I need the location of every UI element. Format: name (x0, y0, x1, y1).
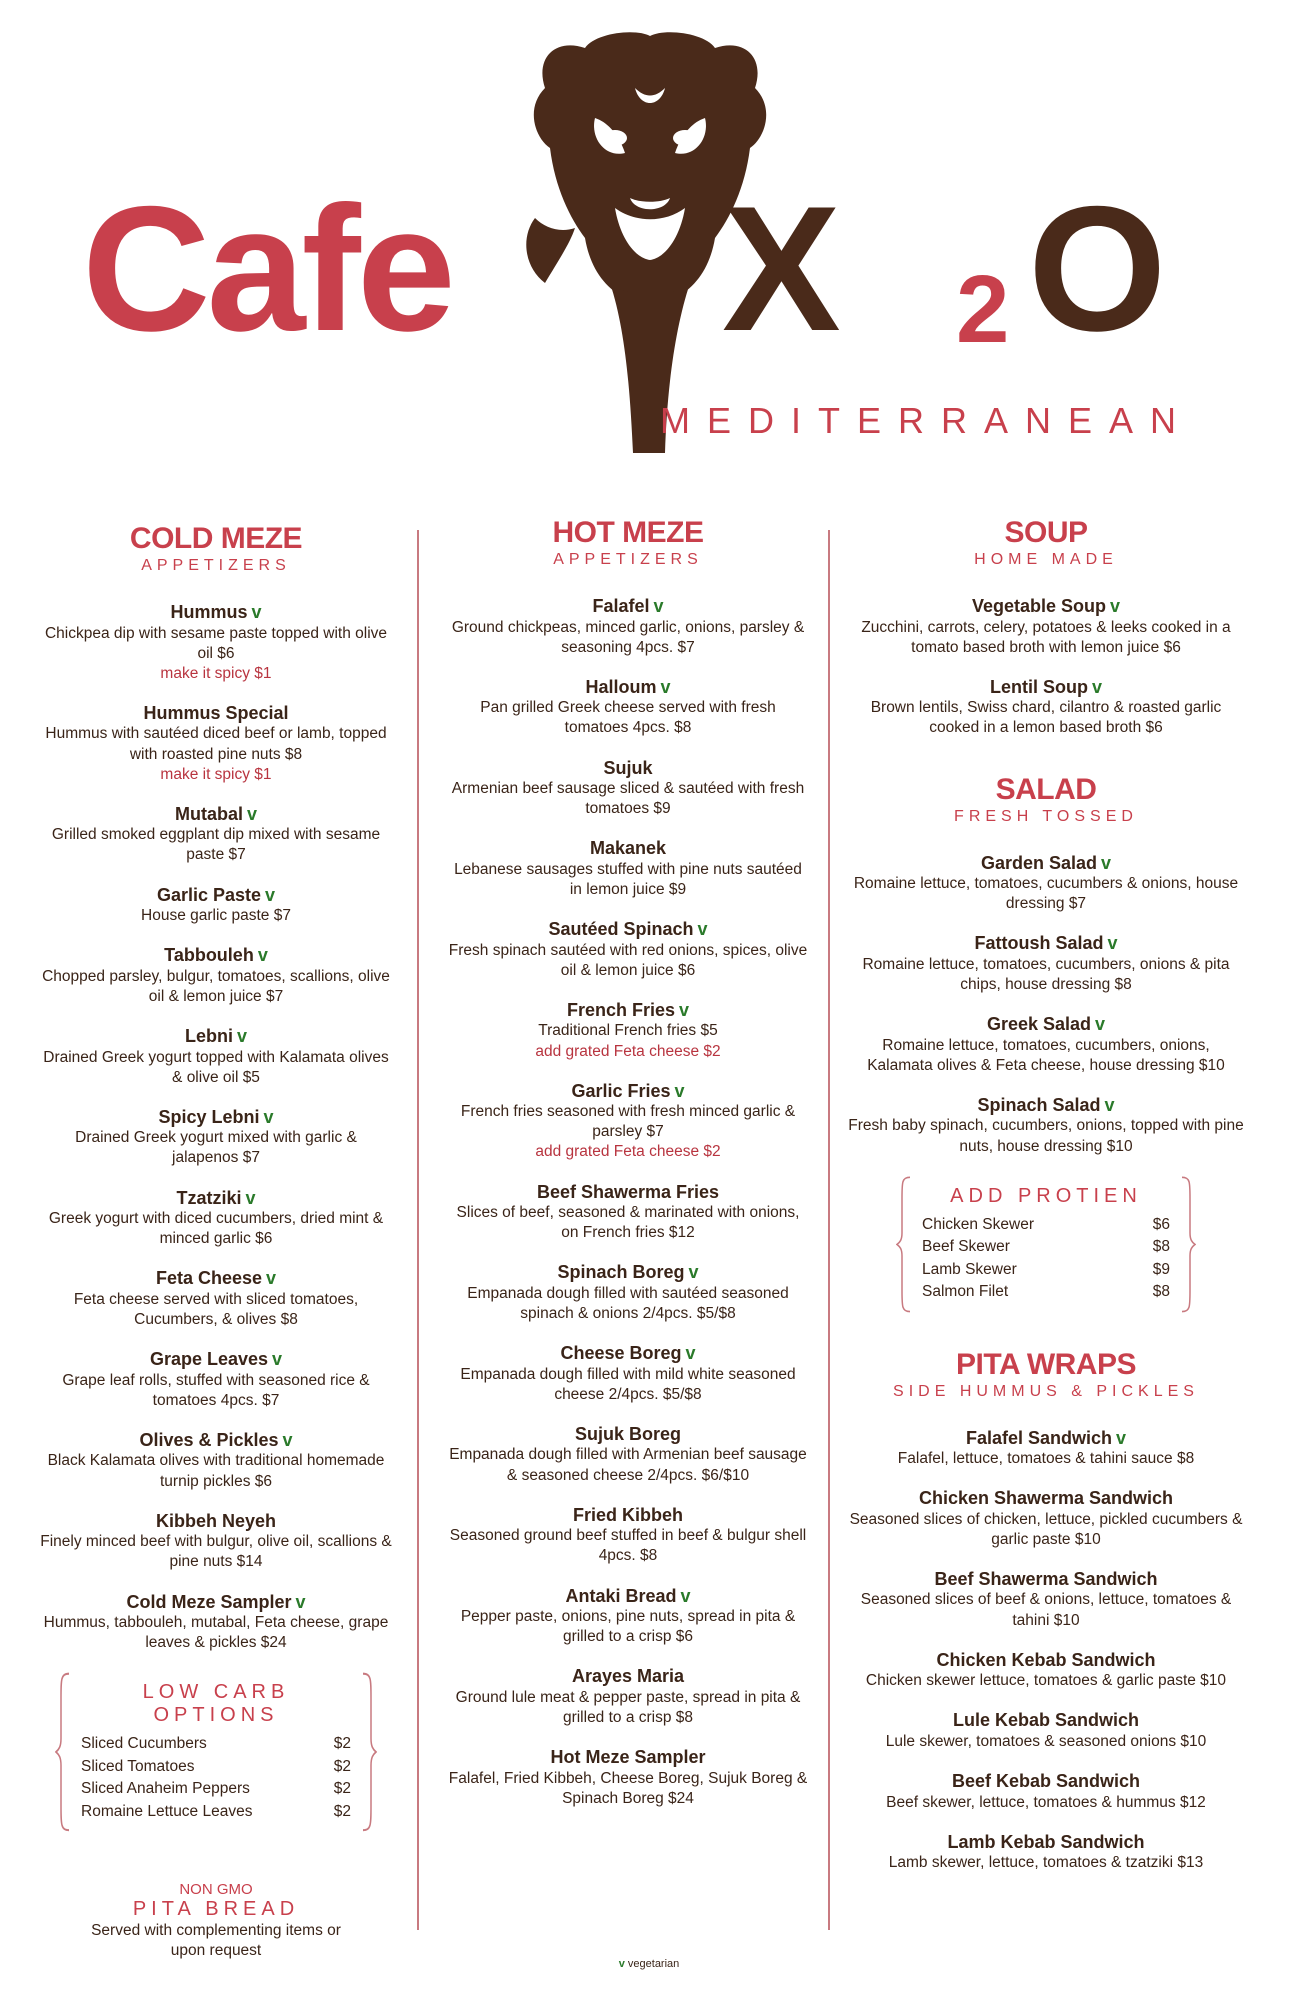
menu-item-title: Tabbouleh (164, 945, 254, 966)
vegetarian-mark: v (282, 1429, 293, 1450)
option-price: $2 (333, 1757, 351, 1775)
menu-item-title: Olives & Pickles (139, 1429, 279, 1450)
vegetarian-mark: v (685, 1343, 696, 1364)
vegetarian-mark: v (1101, 852, 1112, 873)
menu-item-title: Spicy Lebni (158, 1106, 260, 1127)
menu-item-description: Empanada dough filled with mild white seasoned cheese 2/4pcs. $5/$8 (460, 1365, 796, 1403)
option-price: $2 (333, 1735, 351, 1753)
menu-item-title: Feta Cheese (155, 1268, 263, 1289)
menu-item-name (848, 1831, 1244, 1854)
menu-item (448, 595, 808, 658)
menu-item-description: Empanada dough filled with Armenian beef sausage & seasoned cheese 2/4pcs. $6/$10 (449, 1446, 807, 1484)
menu-item-name (448, 757, 808, 780)
option-row (81, 1801, 351, 1823)
vegetarian-mark: v (263, 1106, 274, 1127)
menu-item-description: Romaine lettuce, tomatoes, cucumbers, onions & pita chips, house dressing $8 (862, 955, 1230, 993)
salad-header (848, 773, 1244, 826)
menu-item-name (40, 1510, 392, 1533)
menu-item-description: Lule skewer, tomatoes & seasoned onions $10 (885, 1732, 1207, 1750)
menu-item-description: Brown lentils, Swiss chard, cilantro & roasted garlic cooked in a lemon based broth $6 (870, 699, 1222, 737)
menu-item-name (848, 1013, 1244, 1036)
menu-item-addon-note: make it spicy $1 (160, 664, 272, 682)
menu-item-title: Vegetable Soup (971, 596, 1107, 616)
menu-item (448, 1423, 808, 1486)
menu-item (448, 1342, 808, 1405)
menu-item (448, 1746, 808, 1809)
menu-item-title: French Fries (566, 999, 676, 1020)
menu-item-name (448, 1181, 808, 1204)
vegetarian-mark: v (618, 1958, 625, 1970)
column-right (848, 516, 1244, 1891)
menu-item-name (40, 1267, 392, 1290)
menu-item-name (448, 1342, 808, 1365)
option-label: Romaine Lettuce Leaves (81, 1802, 253, 1820)
vegetarian-mark: v (265, 884, 276, 905)
menu-item-title: Falafel Sandwich (965, 1427, 1113, 1448)
add-protein-list (922, 1214, 1170, 1304)
menu-item (40, 803, 392, 866)
menu-item-name (448, 918, 808, 941)
menu-item-title: Fattoush Salad (974, 933, 1104, 954)
menu-item-title: Garden Salad (980, 852, 1098, 873)
menu-item-name (40, 1106, 392, 1129)
section-title: SALAD (995, 772, 1097, 806)
menu-item (848, 1427, 1244, 1470)
menu-item-title: Beef Shawerma Fries (536, 1181, 720, 1202)
menu-item-description: Fresh baby spinach, cucumbers, onions, topped with pine nuts, house dressing $10 (848, 1117, 1244, 1155)
menu-item-name (848, 932, 1244, 955)
menu-item-title: Beef Kebab Sandwich (951, 1771, 1141, 1792)
menu-item (448, 1585, 808, 1648)
menu-item-title: Garlic Fries (571, 1080, 671, 1101)
menu-item (40, 944, 392, 1007)
vegetarian-mark: v (660, 676, 671, 697)
menu-item (448, 1665, 808, 1728)
menu-item-name (40, 1025, 392, 1048)
menu-item-name (448, 837, 808, 860)
menu-item-name (848, 852, 1244, 875)
option-label: Sliced Tomatoes (81, 1757, 195, 1775)
low-carb-title: LOW CARB OPTIONS (142, 1681, 290, 1727)
menu-item-title: Lamb Kebab Sandwich (947, 1831, 1145, 1852)
vegetarian-mark: v (680, 1585, 691, 1606)
add-protein-title: ADD PROTIEN (950, 1184, 1142, 1207)
menu-item (40, 702, 392, 785)
menu-item-name (448, 676, 808, 699)
menu-item-title: Lebni (184, 1026, 233, 1047)
vegetarian-mark: v (236, 1026, 247, 1047)
menu-item (848, 595, 1244, 658)
menu-item-title: Arayes Maria (571, 1666, 685, 1687)
menu-item-description: Chickpea dip with sesame paste topped with olive oil $6 (44, 624, 388, 662)
menu-item-title: Hummus Special (143, 702, 289, 723)
pita-bread (40, 1881, 392, 1961)
menu-item-name (40, 1187, 392, 1210)
menu-item-description: Grape leaf rolls, stuffed with seasoned rice & tomatoes 4pcs. $7 (62, 1371, 370, 1409)
menu-item-title: Spinach Boreg (557, 1262, 685, 1283)
option-label: Sliced Anaheim Peppers (81, 1780, 250, 1798)
vegetarian-mark: v (1091, 676, 1102, 697)
menu-item-name (40, 1591, 392, 1614)
hot-meze-list (448, 595, 808, 1809)
menu-item-name (40, 803, 392, 826)
low-carb-list (81, 1733, 351, 1823)
menu-item (848, 852, 1244, 915)
vegetarian-mark: v (251, 602, 262, 622)
option-label: Lamb Skewer (922, 1260, 1017, 1278)
pita-bread-desc: Served with complementing items or upon request (91, 1922, 341, 1960)
section-title: SOUP (1004, 516, 1088, 549)
menu-item-addon-note: add grated Feta cheese $2 (535, 1143, 721, 1161)
menu-item-name (448, 1504, 808, 1527)
menu-item-title: Garlic Paste (156, 884, 262, 905)
menu-item-name (448, 1585, 808, 1608)
cold-meze-header (40, 522, 392, 575)
option-row (922, 1259, 1170, 1281)
menu-item-name (848, 1427, 1244, 1450)
pita-bread-pre: NON GMO (179, 1881, 253, 1899)
vegetarian-mark: v (1110, 596, 1121, 616)
option-row (922, 1236, 1170, 1258)
section-subtitle: FRESH TOSSED (954, 807, 1138, 825)
vegetarian-mark: v (295, 1591, 306, 1612)
right-brace-icon (361, 1671, 377, 1833)
footer-legend (0, 1958, 1294, 1970)
menu-item-name (40, 1348, 392, 1371)
header (0, 0, 1294, 480)
option-price: $9 (1152, 1260, 1170, 1278)
menu-item-name (40, 702, 392, 725)
menu-item-description: Lamb skewer, lettuce, tomatoes & tzatziki $13 (888, 1854, 1204, 1872)
menu-item-addon-note: add grated Feta cheese $2 (535, 1042, 721, 1060)
menu-item-title: Halloum (585, 676, 657, 697)
menu-item-name (448, 1423, 808, 1446)
menu-item-name (448, 999, 808, 1022)
menu-item-description: Seasoned slices of beef & onions, lettuce, tomatoes & tahini $10 (860, 1591, 1232, 1629)
section-subtitle: HOME MADE (974, 551, 1118, 568)
option-row (922, 1214, 1170, 1236)
menu-item (40, 1348, 392, 1411)
menu-item-description: Armenian beef sausage sliced & sautéed with fresh tomatoes $9 (451, 780, 805, 818)
menu-item-title: Falafel (592, 596, 650, 616)
soup-header (848, 516, 1244, 569)
menu-item (848, 1831, 1244, 1874)
menu-item-description: Traditional French fries $5 (538, 1022, 718, 1040)
menu-item-description: French fries seasoned with fresh minced garlic & parsley $7 (460, 1103, 796, 1141)
left-brace-icon (896, 1175, 912, 1314)
menu-item-title: Sautéed Spinach (548, 919, 694, 940)
menu-item (448, 676, 808, 739)
menu-item-description: Chopped parsley, bulgur, tomatoes, scallions, olive oil & lemon juice $7 (42, 967, 390, 1005)
menu-item (448, 918, 808, 981)
logo-x-text: X (722, 169, 841, 368)
menu-item (40, 1187, 392, 1250)
option-price: $2 (333, 1780, 351, 1798)
logo-2-text: 2 (956, 256, 1010, 363)
menu-item (448, 1261, 808, 1324)
menu-item-title: Grape Leaves (149, 1349, 269, 1370)
menu-item-description: Feta cheese served with sliced tomatoes, Cucumbers, & olives $8 (73, 1290, 359, 1329)
option-row (922, 1281, 1170, 1303)
menu-item-title: Greek Salad (986, 1014, 1092, 1035)
column-left (40, 522, 392, 1961)
add-protein-box (896, 1175, 1196, 1314)
vegetarian-mark: v (688, 1262, 699, 1283)
vegetarian-mark: v (653, 596, 664, 616)
menu-item (40, 1429, 392, 1492)
vegetarian-mark: v (674, 1080, 685, 1101)
menu-item (848, 1094, 1244, 1157)
menu-item-title: Spinach Salad (977, 1094, 1101, 1115)
menu-item-description: Grilled smoked eggplant dip mixed with sesame paste $7 (51, 826, 381, 864)
menu-item-description: Drained Greek yogurt mixed with garlic & jalapenos $7 (75, 1129, 357, 1167)
vegetarian-mark: v (679, 999, 690, 1020)
menu-item-title: Makanek (589, 838, 667, 859)
menu-item (848, 1709, 1244, 1752)
menu-item-description: Finely minced beef with bulgur, olive oil, scallions & pine nuts $14 (40, 1533, 392, 1571)
menu-item-name (448, 595, 808, 618)
menu-item (448, 1080, 808, 1163)
menu-item-description: Pan grilled Greek cheese served with fresh tomatoes 4pcs. $8 (480, 699, 776, 737)
right-brace-icon (1180, 1175, 1196, 1314)
section-subtitle: SIDE HUMMUS & PICKLES (893, 1382, 1199, 1400)
menu-item-title: Fried Kibbeh (572, 1504, 683, 1525)
menu-item (40, 1591, 392, 1654)
menu-item (448, 1504, 808, 1567)
menu-item-description: Seasoned slices of chicken, lettuce, pickled cucumbers & garlic paste $10 (849, 1510, 1243, 1548)
section-subtitle: APPETIZERS (141, 557, 291, 574)
menu-item (448, 757, 808, 820)
menu-item-title: Sujuk (603, 757, 653, 778)
menu-item-description: Ground chickpeas, minced garlic, onions, parsley & seasoning 4pcs. $7 (451, 618, 805, 656)
menu-item-title: Chicken Shawerma Sandwich (918, 1488, 1174, 1509)
menu-item-title: Cheese Boreg (560, 1343, 682, 1364)
salad-list (848, 852, 1244, 1157)
menu-item-title: Cold Meze Sampler (126, 1591, 292, 1612)
menu-item-name (848, 1487, 1244, 1510)
menu-item-title: Tzatziki (176, 1187, 242, 1208)
menu-item-description: Empanada dough filled with sautéed seasoned spinach & onions 2/4pcs. $5/$8 (467, 1284, 789, 1323)
option-row (81, 1756, 351, 1778)
menu-item (40, 1025, 392, 1088)
menu-item-description: Seasoned ground beef stuffed in beef & bulgur shell 4pcs. $8 (449, 1527, 807, 1565)
menu-item-addon-note: make it spicy $1 (160, 765, 272, 783)
menu-item (448, 837, 808, 900)
option-label: Sliced Cucumbers (81, 1735, 207, 1753)
option-label: Salmon Filet (922, 1283, 1009, 1301)
menu-item-name (448, 1746, 808, 1769)
menu-item (40, 1267, 392, 1330)
menu-item-description: Lebanese sausages stuffed with pine nuts sautéed in lemon juice $9 (454, 860, 802, 898)
menu-item-description: Greek yogurt with diced cucumbers, dried mint & minced garlic $6 (48, 1210, 384, 1248)
menu-item-name (848, 1709, 1244, 1732)
column-divider-left (417, 530, 419, 1930)
column-middle (448, 516, 808, 1827)
section-title: COLD MEZE (129, 522, 303, 555)
logo-cafe-text: Cafe (82, 169, 452, 368)
option-row (81, 1778, 351, 1800)
left-brace-icon (55, 1671, 71, 1833)
menu-item-title: Sujuk Boreg (574, 1423, 681, 1444)
menu-item-title: Antaki Bread (565, 1585, 677, 1606)
menu-item (40, 1106, 392, 1169)
logo-tagline: MEDITERRANEAN (660, 400, 1194, 441)
option-price: $6 (1152, 1215, 1170, 1233)
menu-item-name (848, 1568, 1244, 1591)
soup-list (848, 595, 1244, 739)
menu-item-description: Hummus with sautéed diced beef or lamb, topped with roasted pine nuts $8 (45, 725, 387, 763)
vegetarian-mark: v (697, 919, 708, 940)
pita-wraps-list (848, 1427, 1244, 1874)
menu-item-name (848, 1649, 1244, 1672)
menu-item (848, 1487, 1244, 1550)
section-subtitle: APPETIZERS (553, 551, 703, 568)
menu-item-description: Black Kalamata olives with traditional homemade turnip pickles $6 (47, 1452, 385, 1490)
vegetarian-mark: v (245, 1187, 256, 1208)
logo-o-text: O (1028, 169, 1167, 368)
option-price: $8 (1152, 1238, 1170, 1256)
low-carb-box (55, 1671, 377, 1833)
menu-item (448, 1181, 808, 1244)
menu-item-name (848, 676, 1244, 699)
menu-item (40, 1510, 392, 1573)
vegetarian-mark: v (1116, 1427, 1127, 1448)
menu-item-description: Falafel, Fried Kibbeh, Cheese Boreg, Sujuk Boreg & Spinach Boreg $24 (448, 1769, 808, 1807)
menu-item-title: Mutabal (174, 803, 243, 824)
menu-item (448, 999, 808, 1062)
menu-item (848, 1649, 1244, 1692)
menu-item-description: Ground lule meat & pepper paste, spread in pita & grilled to a crisp $8 (455, 1688, 801, 1726)
menu-item-description: Drained Greek yogurt topped with Kalamata olives & olive oil $5 (43, 1048, 389, 1086)
pita-bread-title: PITA BREAD (132, 1898, 300, 1921)
menu-item-title: Beef Shawerma Sandwich (934, 1568, 1158, 1589)
column-divider-right (828, 530, 830, 1930)
menu-item-description: Romaine lettuce, tomatoes, cucumbers, onions, Kalamata olives & Feta cheese, house dressing $10 (867, 1036, 1225, 1074)
menu-item-description: Zucchini, carrots, celery, potatoes & leeks cooked in a tomato based broth with lemon juice $6 (861, 618, 1231, 656)
vegetarian-mark: v (1104, 1094, 1115, 1115)
menu-item-description: Romaine lettuce, tomatoes, cucumbers & onions, house dressing $7 (853, 875, 1239, 913)
menu-item (40, 884, 392, 927)
menu-item-title: Lentil Soup (989, 676, 1088, 697)
menu-item-name (448, 1080, 808, 1103)
cold-meze-list (40, 601, 392, 1653)
menu-item-description: Fresh spinach sautéed with red onions, spices, olive oil & lemon juice $6 (448, 941, 808, 979)
option-label: Beef Skewer (922, 1238, 1010, 1256)
menu-item-name (848, 1094, 1244, 1117)
menu-item-description: Hummus, tabbouleh, mutabal, Feta cheese, grape leaves & pickles $24 (43, 1614, 389, 1652)
menu-item-name (40, 944, 392, 967)
menu-item-title: Lule Kebab Sandwich (952, 1710, 1140, 1731)
menu-item-description: Slices of beef, seasoned & marinated with onions, on French fries $12 (456, 1204, 800, 1242)
section-title: HOT MEZE (552, 516, 704, 549)
option-price: $2 (333, 1802, 351, 1820)
menu-item-description: Falafel, lettuce, tomatoes & tahini sauce $8 (897, 1450, 1195, 1468)
menu-item-name (40, 601, 392, 624)
vegetarian-label: vegetarian (627, 1958, 680, 1970)
menu-item-name (40, 884, 392, 907)
menu-item-title: Kibbeh Neyeh (155, 1510, 277, 1531)
menu-item-title: Chicken Kebab Sandwich (936, 1649, 1156, 1670)
menu-item-description: Beef skewer, lettuce, tomatoes & hummus $12 (886, 1793, 1206, 1811)
menu-item (848, 676, 1244, 739)
pita-wraps-header (848, 1348, 1244, 1401)
vegetarian-mark: v (266, 1268, 277, 1289)
option-price: $8 (1152, 1283, 1170, 1301)
menu-item (848, 932, 1244, 995)
menu-item-name (848, 1770, 1244, 1793)
menu-item-title: Hot Meze Sampler (550, 1747, 706, 1768)
menu-item-description: Pepper paste, onions, pine nuts, spread in pita & grilled to a crisp $6 (460, 1608, 796, 1646)
menu-item (848, 1770, 1244, 1813)
menu-item-name (448, 1665, 808, 1688)
menu-item (848, 1013, 1244, 1076)
section-title: PITA WRAPS (956, 1347, 1136, 1381)
menu-item-name (848, 595, 1244, 618)
vegetarian-mark: v (1107, 933, 1118, 954)
hot-meze-header (448, 516, 808, 569)
vegetarian-mark: v (247, 803, 258, 824)
menu-item-description: Chicken skewer lettuce, tomatoes & garlic paste $10 (865, 1672, 1227, 1690)
vegetarian-mark: v (272, 1349, 283, 1370)
option-label: Chicken Skewer (922, 1215, 1034, 1233)
vegetarian-mark: v (257, 945, 268, 966)
menu-item-name (448, 1261, 808, 1284)
vegetarian-mark: v (1095, 1014, 1106, 1035)
menu-item-name (40, 1429, 392, 1452)
menu-item-title: Hummus (170, 602, 248, 622)
menu-item (40, 601, 392, 684)
option-row (81, 1733, 351, 1755)
menu-item-description: House garlic paste $7 (141, 907, 291, 925)
menu-item (848, 1568, 1244, 1631)
